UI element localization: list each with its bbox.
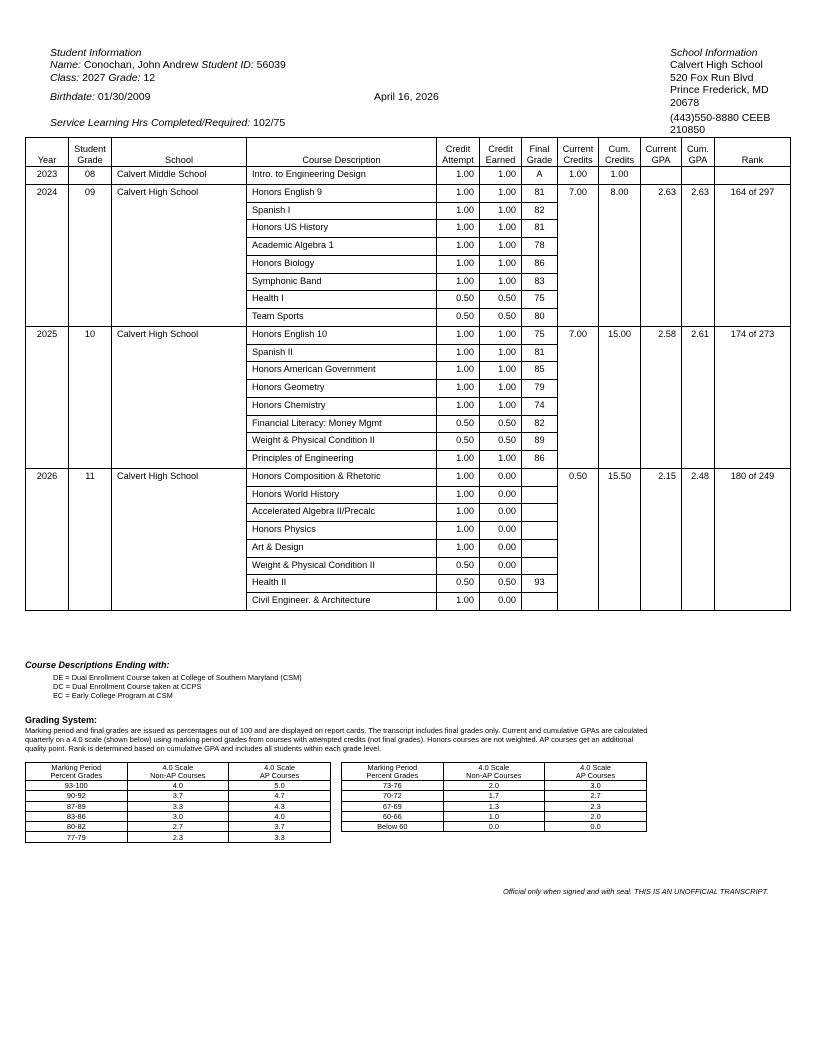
credit-attempt-cell: 1.00: [437, 326, 480, 344]
current-credits-cell: 7.00: [558, 326, 599, 468]
credit-earned-cell: 0.50: [480, 291, 522, 309]
year-cell: 2023: [26, 167, 69, 185]
course-description-cell: Symphonic Band: [247, 273, 437, 291]
credit-attempt-cell: 1.00: [437, 202, 480, 220]
course-description-cell: Honors English 9: [247, 184, 437, 202]
credit-earned-cell: 0.00: [480, 468, 522, 486]
course-description-cell: Weight & Physical Condition II: [247, 433, 437, 451]
scale-header-ap: 4.0 Scale AP Courses: [229, 763, 331, 781]
credit-earned-cell: 1.00: [480, 344, 522, 362]
student-grade-cell: 08: [69, 167, 112, 185]
scale-ap-cell: 5.0: [229, 781, 331, 791]
student-grade-cell: 11: [69, 468, 112, 610]
scale-nonap-cell: 4.0: [127, 781, 229, 791]
course-description-cell: Weight & Physical Condition II: [247, 557, 437, 575]
scale-header-nonap: 4.0 Scale Non-AP Courses: [443, 763, 545, 781]
credit-attempt-cell: 1.00: [437, 167, 480, 185]
credit-attempt-cell: 1.00: [437, 486, 480, 504]
final-grade-cell: 81: [522, 220, 558, 238]
rank-cell: 180 of 249: [715, 468, 791, 610]
rank-cell: 174 of 273: [715, 326, 791, 468]
scale-nonap-cell: 2.0: [443, 781, 545, 791]
credit-attempt-cell: 0.50: [437, 433, 480, 451]
class-label: Class:: [50, 71, 80, 84]
course-description-cell: Principles of Engineering: [247, 451, 437, 469]
grading-scale-table-left: [25, 762, 331, 843]
scale-percent-cell: 90-92: [26, 791, 128, 801]
course-description-cell: Health I: [247, 291, 437, 309]
scale-ap-cell: 2.7: [545, 791, 647, 801]
student-id-label: Student ID:: [201, 59, 254, 72]
scale-ap-cell: 3.3: [229, 832, 331, 842]
course-description-cell: Health II: [247, 575, 437, 593]
credit-attempt-cell: 0.50: [437, 415, 480, 433]
birthdate-line: [50, 91, 150, 103]
final-grade-cell: [522, 468, 558, 486]
header-school: School: [112, 138, 247, 167]
final-grade-cell: A: [522, 167, 558, 185]
credit-earned-cell: 1.00: [480, 380, 522, 398]
course-description-cell: Honors Composition & Rhetoric: [247, 468, 437, 486]
header-current-credits: Current Credits: [558, 138, 599, 167]
grading-text: Marking period and final grades are issued as percentages out of 100 and are displayed on report cards. The transcript includes final grades only. Current and cumulative GPAs are calculated quarterly on a 4.0 scale (shown below) using marking period grades from courses with attempted credits (not final grades). Honors courses are not weighted. AP courses get an additional quality point. Rank is determined based on cumulative GPA and includes all students within each grade level.: [25, 726, 648, 753]
year-cell: 2025: [26, 326, 69, 468]
current-credits-cell: 7.00: [558, 184, 599, 326]
transcript-table: [25, 137, 791, 611]
legend-item: DC = Dual Enrollment Course taken at CCPS: [53, 682, 202, 691]
scale-row: [342, 781, 647, 791]
credit-attempt-cell: 0.50: [437, 575, 480, 593]
header-cum-gpa: Cum. GPA: [682, 138, 715, 167]
table-row: [26, 184, 791, 202]
rank-cell: 164 of 297: [715, 184, 791, 326]
scale-row: [342, 791, 647, 801]
final-grade-cell: 75: [522, 326, 558, 344]
header-final-grade: Final Grade: [522, 138, 558, 167]
grading-title: Grading System:: [25, 715, 98, 725]
final-grade-cell: 74: [522, 397, 558, 415]
header-student-grade: Student Grade: [69, 138, 112, 167]
school-ceeb-code: 210850: [670, 124, 706, 137]
credit-attempt-cell: 0.50: [437, 291, 480, 309]
final-grade-cell: 89: [522, 433, 558, 451]
scale-percent-cell: 73-76: [342, 781, 444, 791]
school-information: [670, 47, 810, 137]
legend-title: Course Descriptions Ending with:: [25, 660, 170, 670]
credit-earned-cell: 0.00: [480, 593, 522, 611]
scale-row: [26, 801, 331, 811]
unofficial-transcript-note: Official only when signed and with seal. THIS IS AN UNOFFICIAL TRANSCRIPT.: [503, 887, 769, 896]
final-grade-cell: 86: [522, 451, 558, 469]
final-grade-cell: 81: [522, 184, 558, 202]
legend-item: DE = Dual Enrollment Course taken at College of Southern Maryland (CSM): [53, 673, 302, 682]
credit-earned-cell: 1.00: [480, 326, 522, 344]
credit-earned-cell: 0.50: [480, 415, 522, 433]
final-grade-cell: [522, 557, 558, 575]
scale-nonap-cell: 3.0: [127, 811, 229, 821]
current-gpa-cell: [641, 167, 682, 185]
student-id: 56039: [256, 59, 286, 72]
cum-gpa-cell: 2.63: [682, 184, 715, 326]
cum-gpa-cell: 2.48: [682, 468, 715, 610]
transcript-body: [26, 167, 791, 611]
credit-attempt-cell: 1.00: [437, 504, 480, 522]
header-rank: Rank: [715, 138, 791, 167]
final-grade-cell: [522, 504, 558, 522]
scale-ap-cell: 0.0: [545, 822, 647, 832]
header-cum-credits: Cum. Credits: [599, 138, 641, 167]
credit-earned-cell: 1.00: [480, 397, 522, 415]
scale-nonap-cell: 1.3: [443, 801, 545, 811]
scale-row: [26, 791, 331, 801]
credit-earned-cell: 1.00: [480, 184, 522, 202]
class-value: 2027: [82, 71, 106, 84]
credit-attempt-cell: 1.00: [437, 273, 480, 291]
credit-earned-cell: 0.50: [480, 309, 522, 327]
scale-ap-cell: 2.0: [545, 811, 647, 821]
transcript-header-row: [26, 138, 791, 167]
scale-percent-cell: 60-66: [342, 811, 444, 821]
course-description-cell: Honors American Government: [247, 362, 437, 380]
scale-ap-cell: 4.7: [229, 791, 331, 801]
scale-header-row: [26, 763, 331, 781]
year-cell: 2024: [26, 184, 69, 326]
final-grade-cell: 75: [522, 291, 558, 309]
credit-earned-cell: 0.00: [480, 557, 522, 575]
cum-credits-cell: 15.50: [599, 468, 641, 610]
school-address-line2: Prince Frederick, MD: [670, 84, 769, 97]
credit-earned-cell: 0.50: [480, 575, 522, 593]
grade-value: 12: [143, 71, 156, 84]
final-grade-cell: [522, 593, 558, 611]
scale-row: [26, 811, 331, 821]
final-grade-cell: 93: [522, 575, 558, 593]
final-grade-cell: 78: [522, 238, 558, 256]
cum-gpa-cell: 2.61: [682, 326, 715, 468]
current-gpa-cell: 2.63: [641, 184, 682, 326]
scale-row: [26, 781, 331, 791]
credit-attempt-cell: 1.00: [437, 539, 480, 557]
scale-percent-cell: 87-89: [26, 801, 128, 811]
scale-header-row: [342, 763, 647, 781]
scale-ap-cell: 4.3: [229, 801, 331, 811]
scale-nonap-cell: 3.7: [127, 791, 229, 801]
service-learning-line: [50, 117, 285, 129]
final-grade-cell: 86: [522, 255, 558, 273]
birthdate-value: 01/30/2009: [97, 91, 151, 103]
credit-attempt-cell: 1.00: [437, 468, 480, 486]
school-name: Calvert High School: [670, 59, 763, 72]
credit-attempt-cell: 1.00: [437, 362, 480, 380]
scale-row: [342, 822, 647, 832]
student-name: Conochan, John Andrew: [83, 59, 199, 72]
scale-header-percent: Marking Period Percent Grades: [26, 763, 128, 781]
credit-earned-cell: 1.00: [480, 273, 522, 291]
credit-attempt-cell: 1.00: [437, 255, 480, 273]
course-description-cell: Honors Geometry: [247, 380, 437, 398]
scale-percent-cell: Below 60: [342, 822, 444, 832]
current-credits-cell: 0.50: [558, 468, 599, 610]
school-cell: Calvert Middle School: [112, 167, 247, 185]
course-description-cell: Academic Algebra 1: [247, 238, 437, 256]
course-description-cell: Honors Biology: [247, 255, 437, 273]
credit-earned-cell: 1.00: [480, 167, 522, 185]
scale-nonap-cell: 3.3: [127, 801, 229, 811]
rank-cell: [715, 167, 791, 185]
school-cell: Calvert High School: [112, 326, 247, 468]
grading-scale-table-right: [341, 762, 647, 832]
scale-percent-cell: 70-72: [342, 791, 444, 801]
course-description-cell: Art & Design: [247, 539, 437, 557]
credit-earned-cell: 0.00: [480, 486, 522, 504]
cum-credits-cell: 1.00: [599, 167, 641, 185]
header-year: Year: [26, 138, 69, 167]
credit-earned-cell: 0.00: [480, 539, 522, 557]
credit-attempt-cell: 1.00: [437, 184, 480, 202]
legend-list: [53, 673, 302, 700]
scale-ap-cell: 4.0: [229, 811, 331, 821]
credit-earned-cell: 1.00: [480, 220, 522, 238]
scale-percent-cell: 67-69: [342, 801, 444, 811]
credit-earned-cell: 0.00: [480, 522, 522, 540]
course-description-cell: Honors US History: [247, 220, 437, 238]
scale-header-ap: 4.0 Scale AP Courses: [545, 763, 647, 781]
header-course-description: Course Description: [247, 138, 437, 167]
legend-item: EC = Early College Program at CSM: [53, 691, 173, 700]
course-description-cell: Spanish I: [247, 202, 437, 220]
credit-attempt-cell: 1.00: [437, 397, 480, 415]
final-grade-cell: 81: [522, 344, 558, 362]
course-description-cell: Team Sports: [247, 309, 437, 327]
table-row: [26, 326, 791, 344]
final-grade-cell: [522, 539, 558, 557]
scale-percent-cell: 77-79: [26, 832, 128, 842]
credit-attempt-cell: 1.00: [437, 380, 480, 398]
final-grade-cell: [522, 522, 558, 540]
scale-percent-cell: 83-86: [26, 811, 128, 821]
course-description-cell: Intro. to Engineering Design: [247, 167, 437, 185]
report-date: April 16, 2026: [374, 91, 439, 103]
student-name-line: [50, 59, 286, 71]
course-description-cell: Honors World History: [247, 486, 437, 504]
final-grade-cell: 85: [522, 362, 558, 380]
credit-earned-cell: 1.00: [480, 362, 522, 380]
student-grade-cell: 09: [69, 184, 112, 326]
school-address-line1: 520 Fox Run Blvd: [670, 71, 754, 84]
scale-left-body: [26, 781, 331, 843]
credit-earned-cell: 1.00: [480, 451, 522, 469]
school-phone-ceeb: (443)550-8880 CEEB: [670, 112, 771, 125]
course-description-cell: Honors Physics: [247, 522, 437, 540]
credit-attempt-cell: 1.00: [437, 451, 480, 469]
final-grade-cell: 82: [522, 202, 558, 220]
scale-percent-cell: 80-82: [26, 822, 128, 832]
scale-ap-cell: 3.7: [229, 822, 331, 832]
header-credit-attempt: Credit Attempt: [437, 138, 480, 167]
scale-ap-cell: 3.0: [545, 781, 647, 791]
current-gpa-cell: 2.15: [641, 468, 682, 610]
header-current-gpa: Current GPA: [641, 138, 682, 167]
credit-earned-cell: 0.50: [480, 433, 522, 451]
final-grade-cell: 80: [522, 309, 558, 327]
birthdate-label: Birthdate:: [50, 91, 95, 103]
student-information: [50, 47, 286, 84]
final-grade-cell: 82: [522, 415, 558, 433]
year-cell: 2026: [26, 468, 69, 610]
table-row: [26, 167, 791, 185]
scale-nonap-cell: 0.0: [443, 822, 545, 832]
final-grade-cell: 83: [522, 273, 558, 291]
credit-earned-cell: 0.00: [480, 504, 522, 522]
credit-attempt-cell: 1.00: [437, 344, 480, 362]
cum-credits-cell: 8.00: [599, 184, 641, 326]
credit-attempt-cell: 1.00: [437, 238, 480, 256]
final-grade-cell: [522, 486, 558, 504]
table-row: [26, 468, 791, 486]
final-grade-cell: 79: [522, 380, 558, 398]
course-description-cell: Accelerated Algebra II/Precalc: [247, 504, 437, 522]
scale-row: [26, 832, 331, 842]
scale-nonap-cell: 1.0: [443, 811, 545, 821]
service-value: 102/75: [253, 117, 286, 129]
current-credits-cell: 1.00: [558, 167, 599, 185]
course-description-cell: Spanish II: [247, 344, 437, 362]
course-description-cell: Financial Literacy: Money Mgmt: [247, 415, 437, 433]
scale-nonap-cell: 1.7: [443, 791, 545, 801]
credit-earned-cell: 1.00: [480, 238, 522, 256]
scale-header-percent: Marking Period Percent Grades: [342, 763, 444, 781]
credit-earned-cell: 1.00: [480, 255, 522, 273]
course-description-cell: Honors English 10: [247, 326, 437, 344]
credit-earned-cell: 1.00: [480, 202, 522, 220]
cum-gpa-cell: [682, 167, 715, 185]
school-cell: Calvert High School: [112, 184, 247, 326]
scale-ap-cell: 2.3: [545, 801, 647, 811]
class-grade-line: [50, 72, 286, 84]
service-label: Service Learning Hrs Completed/Required:: [50, 117, 251, 129]
current-gpa-cell: 2.58: [641, 326, 682, 468]
credit-attempt-cell: 1.00: [437, 522, 480, 540]
course-description-cell: Honors Chemistry: [247, 397, 437, 415]
credit-attempt-cell: 0.50: [437, 557, 480, 575]
school-section-title: School Information: [670, 47, 758, 59]
scale-row: [342, 811, 647, 821]
school-zip: 20678: [670, 96, 700, 109]
scale-row: [342, 801, 647, 811]
scale-nonap-cell: 2.3: [127, 832, 229, 842]
scale-header-nonap: 4.0 Scale Non-AP Courses: [127, 763, 229, 781]
scale-row: [26, 822, 331, 832]
course-description-cell: Civil Engineer. & Architecture: [247, 593, 437, 611]
cum-credits-cell: 15.00: [599, 326, 641, 468]
scale-nonap-cell: 2.7: [127, 822, 229, 832]
grade-label: Grade:: [108, 71, 141, 84]
scale-right-body: [342, 781, 647, 832]
credit-attempt-cell: 1.00: [437, 593, 480, 611]
school-cell: Calvert High School: [112, 468, 247, 610]
name-label: Name:: [50, 59, 81, 72]
credit-attempt-cell: 1.00: [437, 220, 480, 238]
credit-attempt-cell: 0.50: [437, 309, 480, 327]
student-section-title: Student Information: [50, 47, 142, 59]
scale-percent-cell: 93-100: [26, 781, 128, 791]
header-credit-earned: Credit Earned: [480, 138, 522, 167]
student-grade-cell: 10: [69, 326, 112, 468]
